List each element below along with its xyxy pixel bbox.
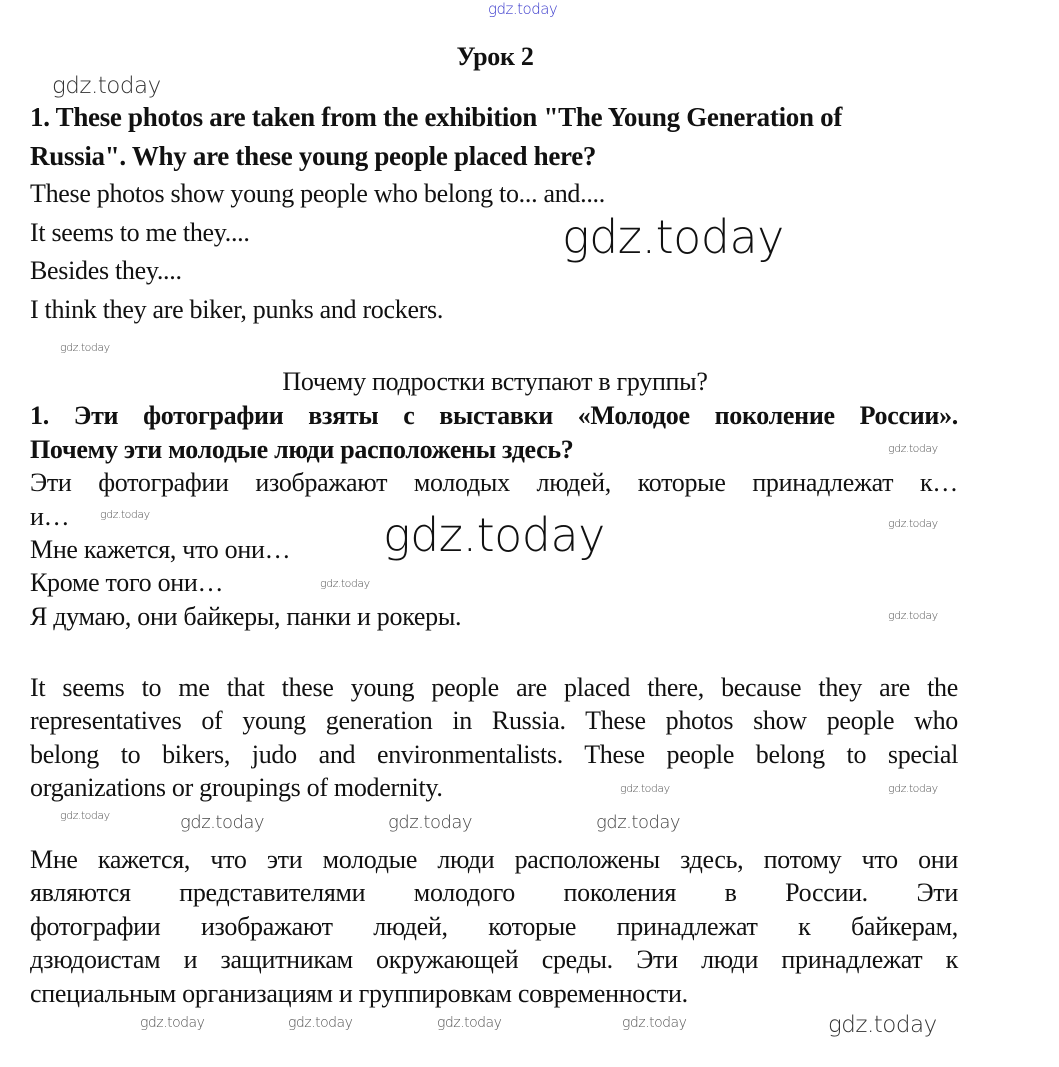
en-question-line: Russia". Why are these young people placed here?: [30, 141, 597, 171]
watermark: gdz.today: [562, 210, 784, 264]
watermark: gdz.today: [140, 1015, 205, 1031]
watermark: gdz.today: [100, 508, 150, 521]
en-answer-line: representatives of young generation in Russia. These photos show people who: [30, 706, 958, 735]
en-answer-line: It seems to me that these young people are placed there, because they are the: [30, 673, 958, 702]
watermark: gdz.today: [388, 812, 473, 833]
ru-subtitle: Почему подростки вступают в группы?: [282, 367, 708, 396]
ru-answer-line: являются представителями молодого поколения в России. Эти: [30, 878, 958, 907]
en-answer-line: organizations or groupings of modernity.: [30, 773, 443, 802]
en-prompt: Besides they....: [30, 256, 182, 285]
ru-prompt: Я думаю, они байкеры, панки и рокеры.: [30, 602, 462, 631]
ru-answer-line: специальным организациям и группировкам современности.: [30, 979, 688, 1008]
watermark: gdz.today: [888, 442, 938, 455]
watermark: gdz.today: [60, 341, 110, 354]
watermark: gdz.today: [888, 517, 938, 530]
ru-question-line: Почему эти молодые люди расположены здесь?: [30, 435, 574, 464]
watermark: gdz.today: [488, 0, 558, 18]
ru-answer-line: Мне кажется, что эти молодые люди расположены здесь, потому что они: [30, 845, 958, 874]
ru-answer-line: дзюдоистам и защитникам окружающей среды. Эти люди принадлежат к: [30, 945, 958, 974]
watermark: gdz.today: [620, 782, 670, 795]
watermark: gdz.today: [888, 782, 938, 795]
en-prompt: I think they are biker, punks and rockers.: [30, 295, 444, 324]
en-prompt: These photos show young people who belong to... and....: [30, 179, 605, 208]
en-answer-line: belong to bikers, judo and environmentalists. These people belong to special: [30, 740, 958, 769]
watermark: gdz.today: [437, 1015, 502, 1031]
ru-prompt: Эти фотографии изображают молодых людей, которые принадлежат к…: [30, 468, 958, 497]
ru-question-line: 1. Эти фотографии взяты с выставки «Молодое поколение России».: [30, 401, 958, 430]
ru-prompt: Мне кажется, что они…: [30, 535, 291, 564]
ru-prompt: и…: [30, 502, 70, 531]
en-question-line: 1. These photos are taken from the exhibition "The Young Generation of: [30, 102, 843, 132]
ru-prompt: Кроме того они…: [30, 568, 224, 597]
watermark: gdz.today: [288, 1015, 353, 1031]
watermark: gdz.today: [60, 809, 110, 822]
en-prompt: It seems to me they....: [30, 218, 250, 247]
page-title: Урок 2: [456, 42, 534, 71]
watermark: gdz.today: [828, 1012, 937, 1038]
watermark: gdz.today: [383, 508, 605, 562]
watermark: gdz.today: [888, 609, 938, 622]
watermark: gdz.today: [180, 812, 265, 833]
watermark: gdz.today: [320, 577, 370, 590]
ru-answer-line: фотографии изображают людей, которые принадлежат к байкерам,: [30, 912, 958, 941]
watermark: gdz.today: [596, 812, 681, 833]
watermark: gdz.today: [52, 73, 161, 99]
watermark: gdz.today: [622, 1015, 687, 1031]
